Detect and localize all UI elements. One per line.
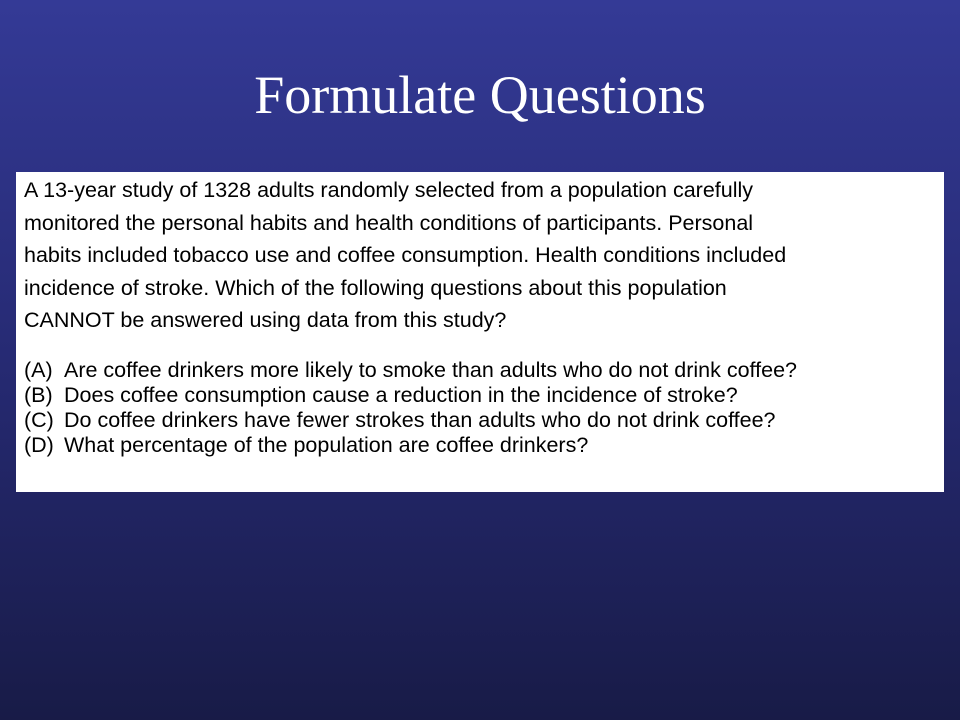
choice-b: [24, 383, 938, 408]
stem-line: habits included tobacco use and coffee consumption. Health conditions included: [24, 243, 787, 267]
stem-line: incidence of stroke. Which of the following questions about this population: [24, 275, 727, 300]
answer-choices: [24, 358, 938, 458]
question-stem: [24, 174, 938, 337]
choice-c: [24, 408, 938, 433]
choice-a: [24, 358, 938, 383]
stem-line: monitored the personal habits and health conditions of participants. Personal: [24, 210, 754, 235]
choice-text: What percentage of the population are coffee drinkers?: [64, 432, 589, 457]
stem-line: CANNOT be answered using data from this study?: [24, 308, 507, 332]
choice-text: Are coffee drinkers more likely to smoke than adults who do not drink coffee?: [64, 357, 797, 382]
choice-letter: (B): [24, 382, 53, 407]
choice-text: Do coffee drinkers have fewer strokes than adults who do not drink coffee?: [64, 407, 776, 432]
slide-title: Formulate Questions: [254, 65, 706, 125]
choice-text: Does coffee consumption cause a reduction in the incidence of stroke?: [64, 382, 738, 407]
stem-line: A 13-year study of 1328 adults randomly selected from a population carefully: [24, 178, 754, 202]
choice-letter: (C): [24, 407, 54, 432]
choice-d: [24, 433, 938, 458]
choice-letter: (D): [24, 432, 54, 457]
choice-letter: (A): [24, 357, 53, 382]
question-box: [16, 172, 944, 492]
